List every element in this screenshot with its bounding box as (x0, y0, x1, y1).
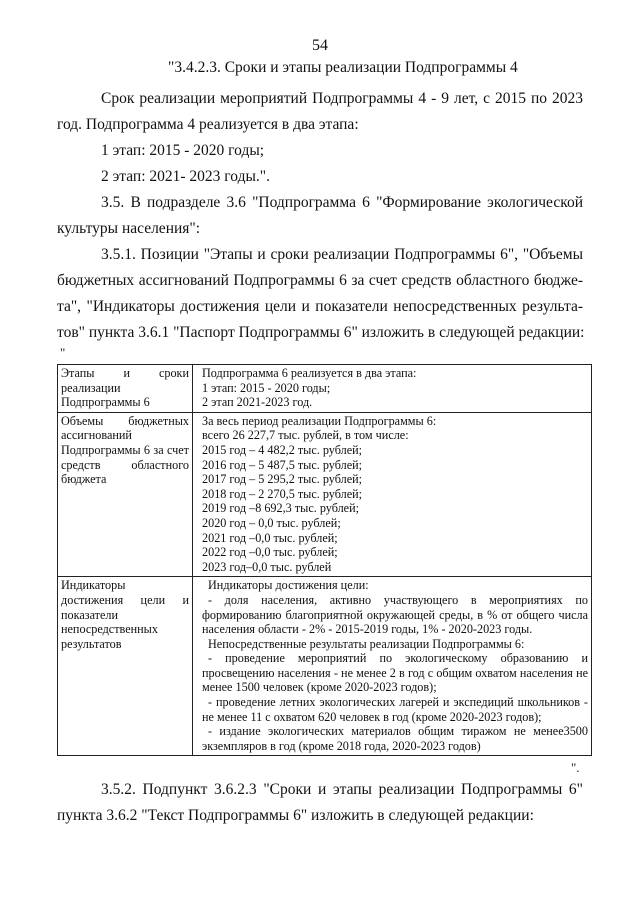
value-line: Непосредственные результаты реализации Подпрограммы 6: (208, 636, 525, 651)
value-line: 2021 год –0,0 тыс. рублей; (202, 530, 338, 545)
value-line: 2022 год –0,0 тыс. рублей; (202, 545, 338, 560)
stage-line: 2 этап: 2021- 2023 годы.". (101, 168, 270, 185)
paragraph-line: Срок реализации мероприятий Подпрограммы 4 - 9 лет, с 2015 по 2023 (101, 90, 583, 107)
value-line: Подпрограмма 6 реализуется в два этапа: (202, 366, 417, 380)
row-value (193, 365, 592, 413)
value-line: 2023 год–0,0 тыс. рублей (202, 559, 332, 574)
value-line: 2019 год –8 692,3 тыс. рублей; (202, 501, 359, 516)
paragraph-line: год. Подпрограмма 4 реализуется в два этапа: (57, 116, 359, 133)
open-quote: " (60, 345, 66, 360)
passport-table (57, 364, 592, 756)
value-paragraph: - доля населения, активно участвующего в мероприятиях по формированию благоприятной окружающей среды, в % от общего числа населения области - 2% - 2015-2019 годы, 1% - 2020-2023 годы. (202, 592, 588, 637)
stage-line: 1 этап: 2015 - 2020 годы; (101, 142, 265, 159)
table-row (58, 412, 592, 577)
value-line: 2020 год – 0,0 тыс. рублей; (202, 515, 341, 530)
row-value (193, 412, 592, 577)
row-label: Этапы и сроки реализации Подпрограммы 6 (58, 365, 193, 413)
paragraph-line: пункта 3.6.2 "Текст Подпрограммы 6" изложить в следующей редакции: (57, 807, 534, 824)
value-line: всего 26 227,7 тыс. рублей, в том числе: (202, 428, 409, 443)
paragraph-line: 3.5. В подразделе 3.6 "Подпрограмма 6 "Формирование экологической (101, 194, 583, 211)
close-quote: ". (571, 760, 580, 775)
row-value (193, 577, 592, 756)
value-line: 2016 год – 5 487,5 тыс. рублей; (202, 457, 363, 472)
value-paragraph: - проведение мероприятий по экологическому образованию и просвещению населения - не менее 2 в год с общим охватом населения не менее 1500 человек (кроме 2020-2023 годов); (202, 651, 588, 695)
value-paragraph: - проведение летних экологических лагерей и экспедиций школьников - не менее 11 с охватом 620 человек в год (кроме 2020-2023 годов); (202, 695, 588, 724)
value-line: 2 этап 2021-2023 год. (202, 395, 313, 410)
paragraph-line: бюджетных ассигнований Подпрограммы 6 за счет средств областного бюдже- (57, 272, 583, 289)
row-label: Индикаторы достижения цели и показатели непосредственных результатов (58, 577, 193, 756)
paragraph-line: та", "Индикаторы достижения цели и показатели непосредственных результа- (57, 298, 583, 315)
value-line: 2017 год – 5 295,2 тыс. рублей; (202, 472, 363, 487)
paragraph-line: 3.5.1. Позиции "Этапы и сроки реализации Подпрограммы 6", "Объемы (101, 246, 583, 263)
table-row (58, 365, 592, 413)
table-row (58, 577, 592, 756)
value-paragraph: - издание экологических материалов общим тиражом не менее3500 экземпляров в год (кроме 2018 года, 2020-2023 годов) (202, 724, 588, 753)
page-number: 54 (312, 37, 328, 54)
paragraph-line: тов" пункта 3.6.1 "Паспорт Подпрограммы 6" изложить в следующей редакции: (57, 324, 585, 341)
value-line: За весь период реализации Подпрограммы 6: (202, 413, 437, 428)
value-line: 2018 год – 2 270,5 тыс. рублей; (202, 486, 363, 501)
row-label: Объемы бюджетных ассигнований Подпрограммы 6 за счет средств областного бюджета (58, 412, 193, 577)
paragraph-line: 3.5.2. Подпункт 3.6.2.3 "Сроки и этапы реализации Подпрограммы 6" (101, 781, 583, 798)
value-line: 2015 год – 4 482,2 тыс. рублей; (202, 442, 363, 457)
section-heading: "3.4.2.3. Сроки и этапы реализации Подпрограммы 4 (168, 59, 518, 76)
value-line: 1 этап: 2015 - 2020 годы; (202, 380, 331, 395)
value-line: Индикаторы достижения цели: (208, 578, 369, 593)
paragraph-line: культуры населения": (57, 220, 201, 237)
